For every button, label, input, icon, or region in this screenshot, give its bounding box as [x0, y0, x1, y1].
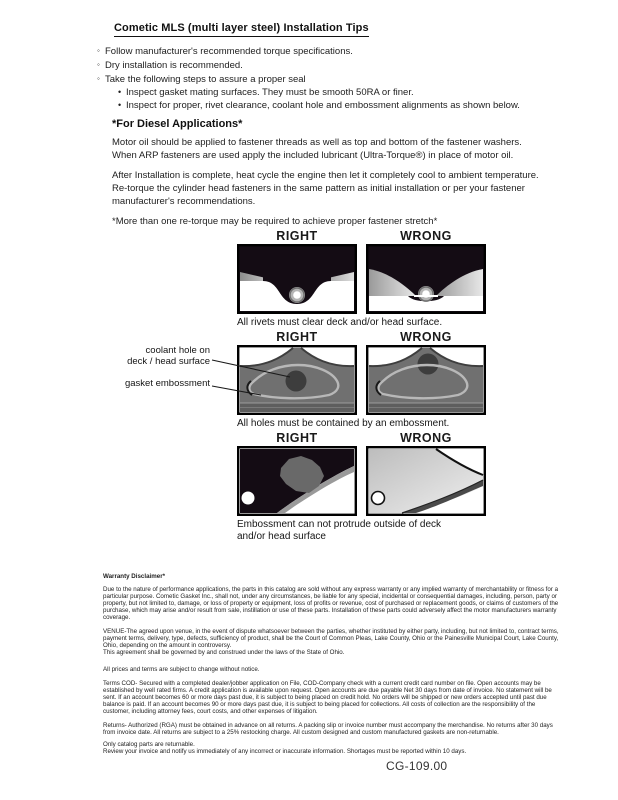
circle-bullet-icon: ◦	[97, 60, 100, 69]
diagram-caption: Embossment can not protrude outside of deck and/or head surface	[237, 519, 442, 542]
dot-bullet-icon: •	[118, 100, 122, 110]
circle-bullet-icon: ◦	[97, 74, 100, 83]
installation-tips-section	[97, 18, 567, 112]
page-code: CG-109.00	[386, 759, 448, 773]
diagram-annotations	[88, 346, 210, 390]
hole-wrong-diagram	[366, 345, 486, 415]
diesel-paragraph: Motor oil should be applied to fastener threads as well as top and bottom of the fastener washers. When ARP fasteners are used apply the included lubricant (Ultra-Torque®) in place of motor oil.	[112, 137, 522, 161]
tip-text: Inspect for proper, rivet clearance, coolant hole and embossment alignments as shown below.	[126, 100, 520, 111]
legal-paragraph: All prices and terms are subject to change without notice.	[103, 666, 260, 673]
legal-paragraph: Review your invoice and notify us immediately of any incorrect or inaccurate information. Shortages must be reported within 10 days.	[103, 748, 467, 755]
diagram-caption: All rivets must clear deck and/or head surface.	[237, 317, 443, 328]
tip-text: Take the following steps to assure a proper seal	[105, 74, 306, 85]
gasket-embossment-label: gasket embossment	[124, 378, 210, 389]
list-item	[97, 72, 567, 86]
rivet-wrong-diagram	[366, 244, 486, 314]
right-label: RIGHT	[276, 330, 318, 344]
warranty-heading: Warranty Disclaimer*	[103, 573, 166, 580]
right-label: RIGHT	[276, 229, 318, 243]
warranty-disclaimer-section	[103, 573, 561, 755]
diagram-row-embossment	[237, 431, 486, 542]
wrong-label: WRONG	[400, 330, 452, 344]
embossment-wrong-diagram	[366, 446, 486, 516]
legal-paragraph: Returns- Authorized (RGA) must be obtained in advance on all returns. A packing slip or invoice number must accompany the merchandise. No returns after 30 days from invoice date. All returns are subject to a 25% restocking charge. All custom designed and custom manufactured gaskets are non-returnable.	[103, 722, 553, 736]
coolant-hole-label: coolant hole on deck / head surface	[127, 345, 210, 367]
wrong-label: WRONG	[400, 431, 452, 445]
rivet-right-diagram	[237, 244, 357, 314]
diesel-applications-section	[112, 118, 544, 235]
legal-paragraph: Only catalog parts are returnable.	[103, 741, 195, 748]
list-item	[118, 99, 567, 112]
legal-paragraph: VENUE-The agreed upon venue, in the event of dispute whatsoever between the parties, whether instituted by either party, including, but not limited to, contract terms, payment terms, delivery, type, defects, sufficiency of product, shall be the Court of Common Pleas, Lake County, Ohio or the Painesville Municipal Court, Lake County, Ohio, depending on the amount in controversy.	[103, 628, 559, 649]
bolt-hole	[242, 492, 255, 505]
page-title: Cometic MLS (multi layer steel) Installation Tips	[114, 22, 369, 37]
legal-paragraph: This agreement shall be governed by and construed under the laws of the State of Ohio.	[103, 649, 345, 656]
circle-bullet-icon: ◦	[97, 46, 100, 55]
tips-list	[97, 44, 567, 112]
legal-paragraph: Terms COD- Secured with a completed dealer/jobber application on File, COD-Company check with a current credit card number on file. Open accounts may be established by well rated firms. A credit application is available upon request. Open accounts are due payable Net 30 days from date of invoice. No statement will be sent. If an account becomes 60 or more days past due, it is subject to being placed on credit hold. No orders will be shipped or new orders accepted until past due balance is paid. If an account becomes 90 or more days past due, it is subject to being placed for collections. All costs of collection are the responsibility of the customer, including attorney fees, court costs, and other expenses of litigation.	[103, 680, 552, 715]
diagram-row-rivets	[237, 229, 486, 329]
diesel-paragraph: After Installation is complete, heat cycle the engine then let it completely cool to ambient temperature. Re-torque the cylinder head fasteners in the same pattern as initial installation or per your fastener manufacturer's recommendations.	[112, 170, 539, 207]
diesel-heading: *For Diesel Applications*	[112, 118, 243, 130]
legal-paragraph: Due to the nature of performance applications, the parts in this catalog are sold without any express warranty or any implied warranty of merchantability or fitness for a particular purpose. Cometic Gasket Inc., shall not, under any circumstances, be liable for any special, incidental or consequential damages, including, person, party or property, but not limited to, damage, or loss of property or equipment, loss of profits or revenue, cost of purchased or replacement goods, or claims of customers of the purchase, which may arise and/or result from sale, instillation or use of these parts. Installation of these parts could adversely affect the motor manufacturers warranty coverage.	[103, 586, 559, 621]
diesel-paragraph: *More than one re-torque may be required to achieve proper fastener stretch*	[112, 216, 438, 227]
dot-bullet-icon: •	[118, 87, 122, 97]
embossment-right-diagram	[237, 446, 357, 516]
right-label: RIGHT	[276, 431, 318, 445]
annotation-pointer-lines	[211, 350, 301, 402]
tip-text: Dry installation is recommended.	[105, 60, 243, 71]
list-item	[97, 58, 567, 72]
bolt-hole	[372, 492, 385, 505]
wrong-label: WRONG	[400, 229, 452, 243]
tip-text: Inspect gasket mating surfaces. They must be smooth 50RA or finer.	[126, 87, 414, 98]
diagram-caption: All holes must be contained by an embossment.	[237, 418, 450, 429]
list-item	[118, 86, 567, 99]
tip-text: Follow manufacturer's recommended torque specifications.	[105, 46, 353, 57]
list-item	[97, 44, 567, 58]
